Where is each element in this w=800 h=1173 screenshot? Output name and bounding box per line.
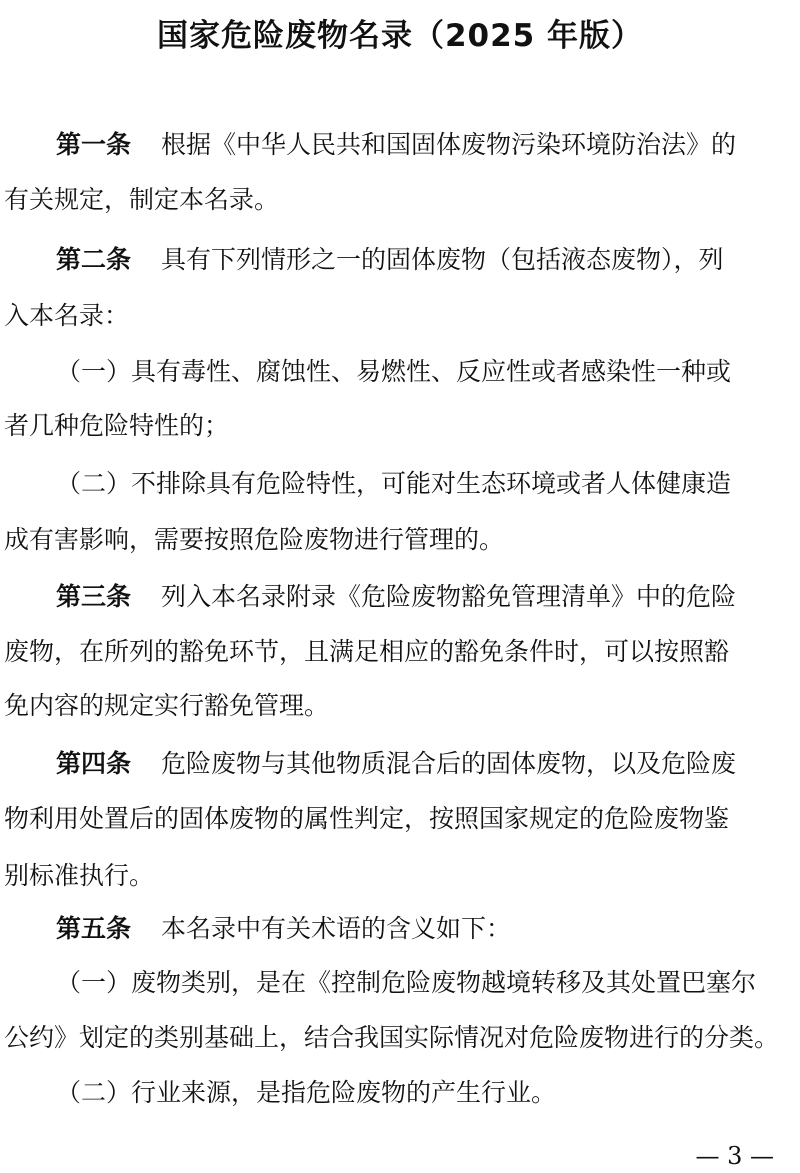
article-2-item-2-line-1: （二）不排除具有危险特性，可能对生态环境或者人体健康造 [56, 469, 732, 498]
article-1-text-1: 根据《中华人民共和国固体废物污染环境防治法》的 [161, 130, 737, 159]
document-title: 国家危险废物名录（2025 年版） [156, 18, 644, 54]
article-2-line-2: 入本名录： [4, 301, 130, 330]
article-1-line-1 [56, 125, 776, 165]
article-5-item-1-line-1: （一）废物类别，是在《控制危险废物越境转移及其处置巴塞尔 [56, 968, 757, 997]
article-3-text-1: 列入本名录附录《危险废物豁免管理清单》中的危险 [161, 582, 737, 611]
article-3-line-2: 废物，在所列的豁免环节，且满足相应的豁免条件时，可以按照豁 [4, 637, 730, 666]
article-2-text-1: 具有下列情形之一的固体废物（包括液态废物），列 [161, 245, 724, 274]
article-2-item-1-line-2: 者几种危险特性的； [4, 411, 230, 440]
article-5-text-1: 本名录中有关术语的含义如下： [161, 914, 512, 943]
article-4-line-1 [56, 744, 776, 784]
article-4-line-2: 物利用处置后的固体废物的属性判定，按照国家规定的危险废物鉴 [4, 804, 730, 833]
article-3-line-1 [56, 577, 776, 617]
article-5-line-1 [56, 909, 511, 949]
article-5-item-1-line-2: 公约》划定的类别基础上，结合我国实际情况对危险废物进行的分类。 [4, 1023, 780, 1052]
article-2-heading: 第二条 [56, 245, 132, 274]
article-5-heading: 第五条 [56, 914, 132, 943]
article-3-line-3: 免内容的规定实行豁免管理。 [4, 691, 330, 720]
article-2-item-1-line-1: （一）具有毒性、腐蚀性、易燃性、反应性或者感染性一种或 [56, 357, 732, 386]
article-3-heading: 第三条 [56, 582, 132, 611]
article-1-line-2: 有关规定，制定本名录。 [4, 185, 280, 214]
article-2-item-2-line-2: 成有害影响，需要按照危险废物进行管理的。 [4, 525, 505, 554]
article-5-item-2-line-1: （二）行业来源，是指危险废物的产生行业。 [56, 1078, 557, 1107]
page-number: — 3 — [695, 1142, 774, 1170]
article-2-line-1 [56, 240, 776, 280]
article-4-line-3: 别标准执行。 [4, 861, 155, 890]
article-4-text-1: 危险废物与其他物质混合后的固体废物，以及危险废 [161, 749, 737, 778]
article-1-heading: 第一条 [56, 130, 132, 159]
article-4-heading: 第四条 [56, 749, 132, 778]
